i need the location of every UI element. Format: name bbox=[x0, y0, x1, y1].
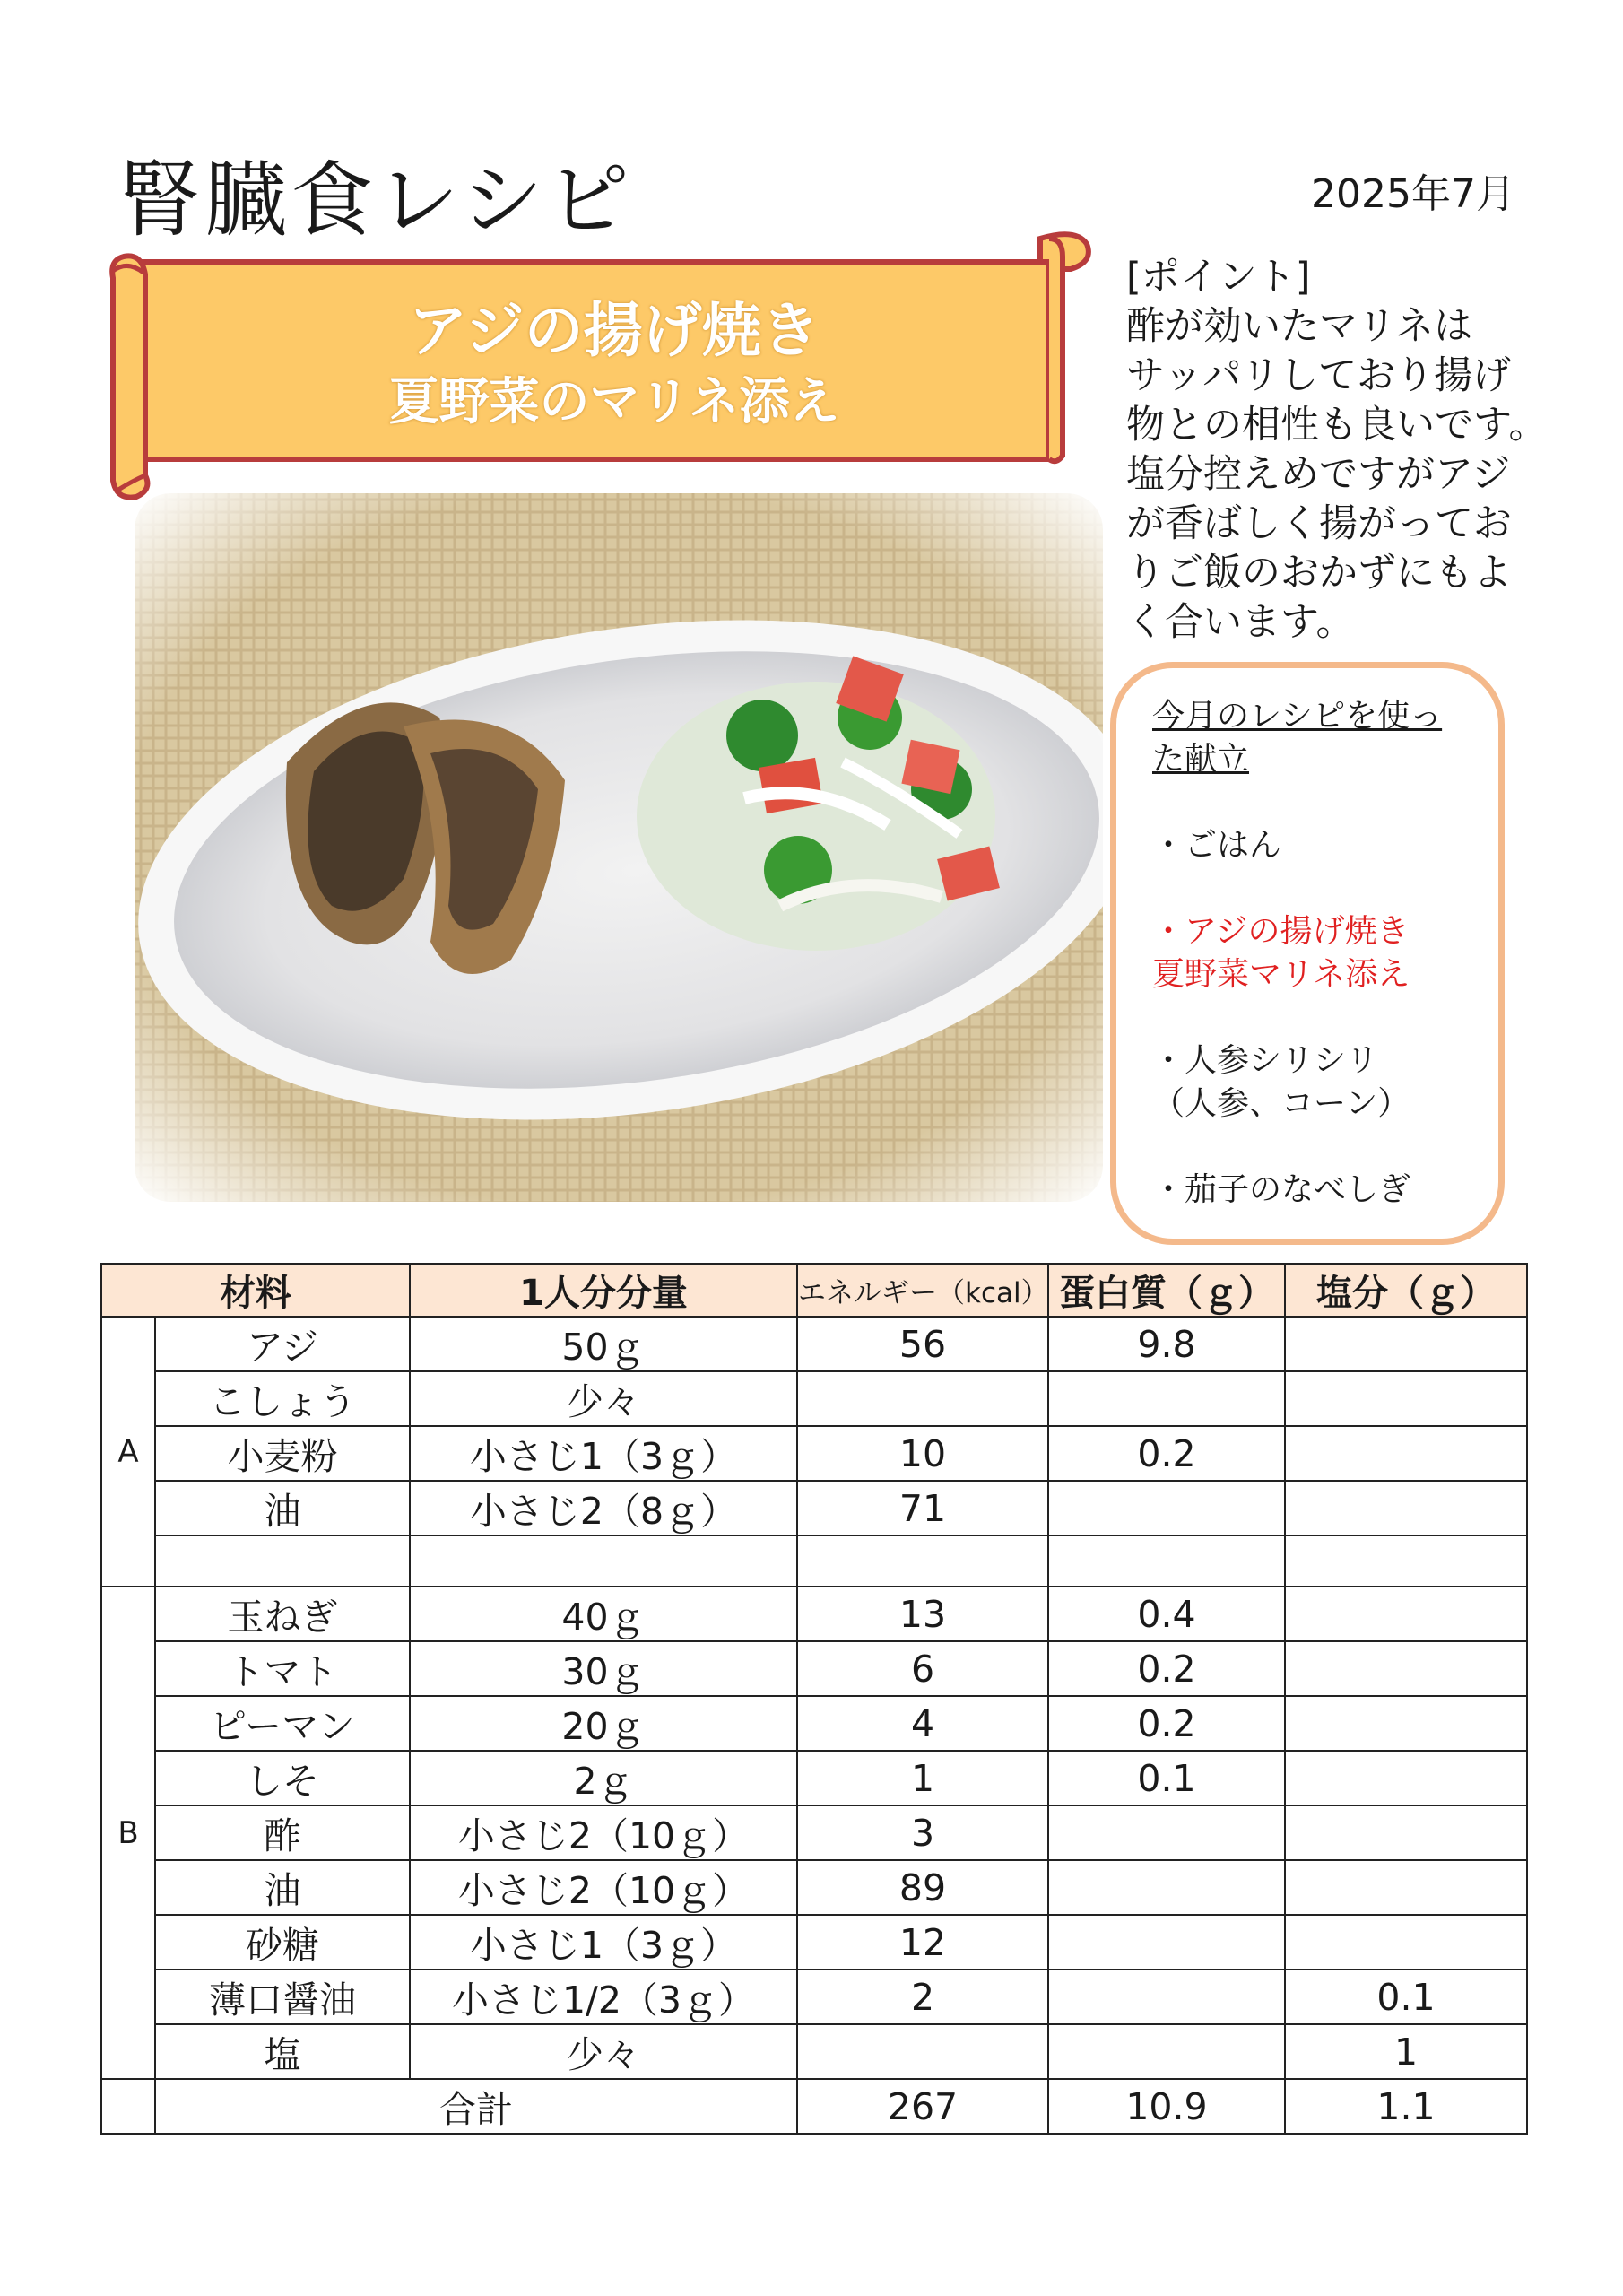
table-row bbox=[101, 1915, 1527, 1970]
amount-cell bbox=[410, 1535, 797, 1587]
total-protein: 10.9 bbox=[1048, 2079, 1285, 2134]
ingredient-cell bbox=[155, 1535, 410, 1587]
total-salt: 1.1 bbox=[1285, 2079, 1527, 2134]
ingredient-cell: 小麦粉 bbox=[155, 1426, 410, 1481]
header-protein: 蛋白質（ｇ） bbox=[1048, 1264, 1285, 1317]
header-ingredient: 材料 bbox=[101, 1264, 410, 1317]
salt-cell bbox=[1285, 1805, 1527, 1860]
protein-cell bbox=[1048, 1371, 1285, 1426]
ingredient-cell: 塩 bbox=[155, 2024, 410, 2079]
ingredient-cell: 砂糖 bbox=[155, 1915, 410, 1970]
protein-cell bbox=[1048, 1535, 1285, 1587]
points-line: 酢が効いたマリネは bbox=[1126, 304, 1473, 349]
amount-cell: 小さじ2（10ｇ） bbox=[410, 1805, 797, 1860]
energy-cell: 13 bbox=[797, 1587, 1048, 1641]
salt-cell bbox=[1285, 1371, 1527, 1426]
header-salt: 塩分（ｇ） bbox=[1285, 1264, 1527, 1317]
table-row bbox=[101, 1481, 1527, 1535]
table-header-row bbox=[101, 1264, 1527, 1317]
header-amount: 1人分分量 bbox=[410, 1264, 797, 1317]
protein-cell bbox=[1048, 1481, 1285, 1535]
energy-cell: 71 bbox=[797, 1481, 1048, 1535]
recipe-title-banner bbox=[108, 221, 1112, 508]
ingredient-cell: ピーマン bbox=[155, 1696, 410, 1751]
total-energy: 267 bbox=[797, 2079, 1048, 2134]
menu-item-rice bbox=[1152, 824, 1442, 867]
energy-cell: 2 bbox=[797, 1970, 1048, 2024]
protein-cell bbox=[1048, 1915, 1285, 1970]
energy-cell bbox=[797, 1535, 1048, 1587]
points-line: サッパリしており揚げ bbox=[1126, 353, 1512, 398]
ingredient-nutrition-table bbox=[100, 1263, 1528, 2135]
menu-heading-line: 今月のレシピを使っ bbox=[1152, 698, 1443, 735]
menu-item-eggplant bbox=[1152, 1169, 1442, 1212]
table-row bbox=[101, 1751, 1527, 1805]
menu-item-label: （人参、コーン） bbox=[1152, 1085, 1410, 1122]
salt-cell bbox=[1285, 1696, 1527, 1751]
table-row bbox=[101, 1641, 1527, 1696]
points-line: 物との相性も良いです。 bbox=[1126, 403, 1548, 448]
amount-cell: 小さじ1（3ｇ） bbox=[410, 1915, 797, 1970]
salt-cell bbox=[1285, 1481, 1527, 1535]
protein-cell bbox=[1048, 1805, 1285, 1860]
energy-cell bbox=[797, 2024, 1048, 2079]
ingredient-cell: 玉ねぎ bbox=[155, 1587, 410, 1641]
points-line: が香ばしく揚がってお bbox=[1126, 501, 1512, 546]
table-row bbox=[101, 1970, 1527, 2024]
table-row bbox=[101, 1696, 1527, 1751]
amount-cell: 少々 bbox=[410, 1371, 797, 1426]
points-line: 塩分控えめですがアジ bbox=[1126, 452, 1511, 497]
energy-cell: 6 bbox=[797, 1641, 1048, 1696]
amount-cell: 20ｇ bbox=[410, 1696, 797, 1751]
protein-cell bbox=[1048, 2024, 1285, 2079]
energy-cell: 89 bbox=[797, 1860, 1048, 1915]
page-title: 腎臓食レシピ bbox=[118, 152, 633, 248]
ingredient-cell: 油 bbox=[155, 1860, 410, 1915]
amount-cell: 小さじ2（8ｇ） bbox=[410, 1481, 797, 1535]
menu-item-featured bbox=[1152, 910, 1442, 996]
ingredient-cell: アジ bbox=[155, 1317, 410, 1371]
salt-cell bbox=[1285, 1317, 1527, 1371]
table-row bbox=[101, 1317, 1527, 1371]
table-row bbox=[101, 1426, 1527, 1481]
protein-cell bbox=[1048, 1860, 1285, 1915]
protein-cell: 0.2 bbox=[1048, 1641, 1285, 1696]
recipe-points bbox=[1126, 253, 1548, 648]
salt-cell bbox=[1285, 1751, 1527, 1805]
amount-cell: 小さじ2（10ｇ） bbox=[410, 1860, 797, 1915]
table-row bbox=[101, 1587, 1527, 1641]
amount-cell: 少々 bbox=[410, 2024, 797, 2079]
salt-cell bbox=[1285, 1587, 1527, 1641]
energy-cell: 12 bbox=[797, 1915, 1048, 1970]
header-energy: エネルギー（kcal） bbox=[797, 1264, 1048, 1317]
ingredient-cell: こしょう bbox=[155, 1371, 410, 1426]
table-row bbox=[101, 1371, 1527, 1426]
energy-cell: 56 bbox=[797, 1317, 1048, 1371]
amount-cell: 小さじ1（3ｇ） bbox=[410, 1426, 797, 1481]
table-row bbox=[101, 2024, 1527, 2079]
protein-cell: 0.4 bbox=[1048, 1587, 1285, 1641]
ingredient-cell: しそ bbox=[155, 1751, 410, 1805]
ingredient-cell: 酢 bbox=[155, 1805, 410, 1860]
amount-cell: 40ｇ bbox=[410, 1587, 797, 1641]
dish-photo bbox=[135, 493, 1103, 1202]
total-label: 合計 bbox=[155, 2079, 797, 2134]
energy-cell bbox=[797, 1371, 1048, 1426]
menu-item-carrot bbox=[1152, 1039, 1442, 1126]
points-heading: [ポイント] bbox=[1126, 255, 1311, 300]
protein-cell: 0.1 bbox=[1048, 1751, 1285, 1805]
amount-cell: 2ｇ bbox=[410, 1751, 797, 1805]
menu-heading-line: た献立 bbox=[1152, 741, 1250, 778]
menu-item-label: ・人参シリシリ bbox=[1152, 1042, 1379, 1079]
table-row bbox=[101, 1860, 1527, 1915]
energy-cell: 4 bbox=[797, 1696, 1048, 1751]
protein-cell bbox=[1048, 1970, 1285, 2024]
menu-item-label: 夏野菜マリネ添え bbox=[1152, 956, 1410, 993]
issue-date: 2025年7月 bbox=[1311, 171, 1515, 217]
ingredient-cell: トマト bbox=[155, 1641, 410, 1696]
group-label-b: B bbox=[101, 1587, 155, 2079]
salt-cell: 0.1 bbox=[1285, 1970, 1527, 2024]
points-line: りご飯のおかずにもよ bbox=[1126, 551, 1512, 596]
energy-cell: 3 bbox=[797, 1805, 1048, 1860]
monthly-menu-box bbox=[1110, 662, 1505, 1245]
ingredient-cell: 油 bbox=[155, 1481, 410, 1535]
table-total-row bbox=[101, 2079, 1527, 2134]
menu-item-label: ・茄子のなべしぎ bbox=[1152, 1171, 1411, 1208]
salt-cell bbox=[1285, 1860, 1527, 1915]
salt-cell bbox=[1285, 1535, 1527, 1587]
salt-cell bbox=[1285, 1915, 1527, 1970]
salt-cell bbox=[1285, 1426, 1527, 1481]
ingredient-cell: 薄口醤油 bbox=[155, 1970, 410, 2024]
energy-cell: 10 bbox=[797, 1426, 1048, 1481]
protein-cell: 0.2 bbox=[1048, 1426, 1285, 1481]
amount-cell: 30ｇ bbox=[410, 1641, 797, 1696]
recipe-title-line1: アジの揚げ焼き bbox=[408, 296, 820, 365]
menu-item-label: ・ごはん bbox=[1152, 827, 1282, 864]
protein-cell: 9.8 bbox=[1048, 1317, 1285, 1371]
table-row bbox=[101, 1535, 1527, 1587]
amount-cell: 50ｇ bbox=[410, 1317, 797, 1371]
amount-cell: 小さじ1/2（3ｇ） bbox=[410, 1970, 797, 2024]
salt-cell: 1 bbox=[1285, 2024, 1527, 2079]
energy-cell: 1 bbox=[797, 1751, 1048, 1805]
salt-cell bbox=[1285, 1641, 1527, 1696]
menu-item-label: ・アジの揚げ焼き bbox=[1152, 913, 1410, 950]
recipe-title-line2: 夏野菜のマリネ添え bbox=[388, 373, 840, 431]
menu-heading bbox=[1152, 695, 1442, 781]
total-empty-cell bbox=[101, 2079, 155, 2134]
group-label-a: A bbox=[101, 1317, 155, 1587]
table-row bbox=[101, 1805, 1527, 1860]
protein-cell: 0.2 bbox=[1048, 1696, 1285, 1751]
points-line: く合います。 bbox=[1126, 600, 1355, 645]
